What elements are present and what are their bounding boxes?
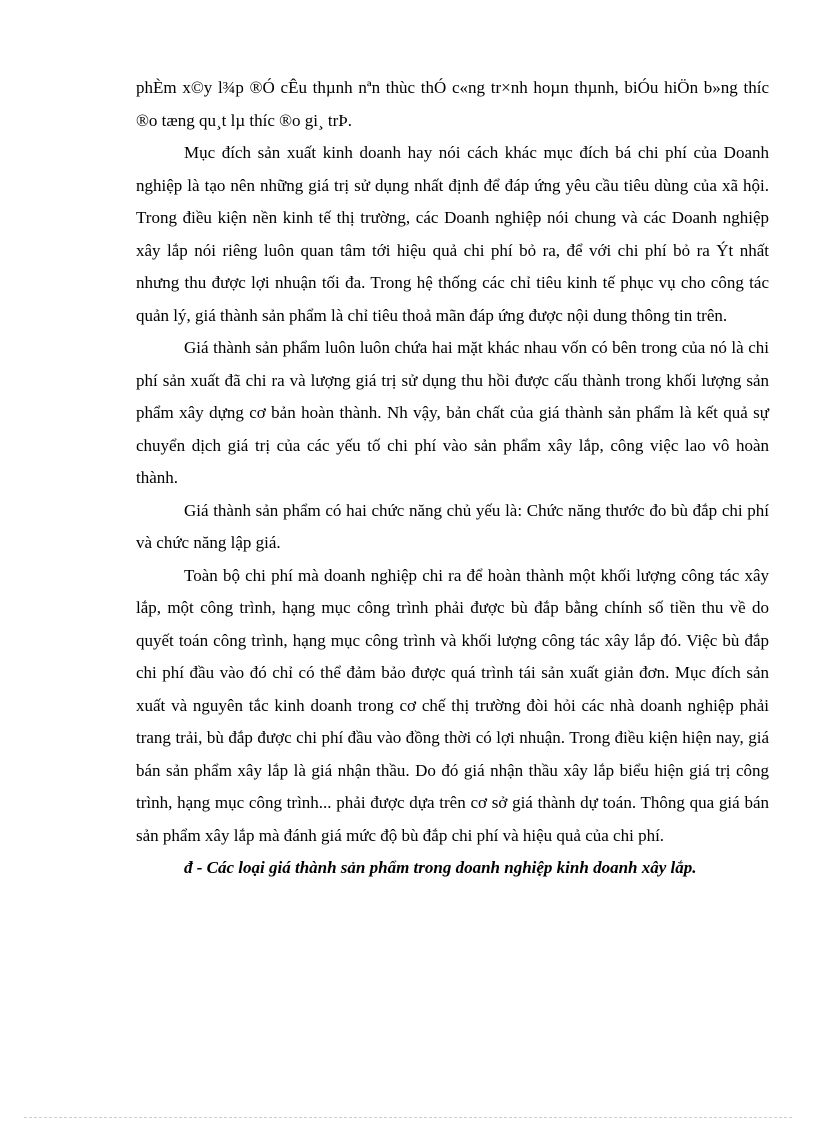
section-heading: đ - Các loại giá thành sản phẩm trong doanh nghiệp kinh doanh xây lắp. — [184, 858, 697, 877]
paragraph-continuation: phÈm x©y l¾p ®Ó cÊu thµnh nªn thùc thÓ c«ng tr×nh hoµn thµnh, biÓu hiÖn b»ng thíc ®o tæng qu¸t lµ thíc ®o gi¸ trÞ. — [136, 78, 769, 130]
page-bottom-divider — [24, 1117, 792, 1118]
paragraph-cost-recovery: Toàn bộ chi phí mà doanh nghiệp chi ra để hoàn thành một khối lượng công tác xây lắp, một công trình, hạng mục công trình phải được bù đắp bằng chính số tiền thu về do quyết toán công trình, hạng mục công trình và khối lượng công tác xây lắp đó. Việc bù đắp chi phí đầu vào đó chỉ có thể đảm bảo được quá trình tái sản xuất giản đơn. Mục đích sản xuất và nguyên tắc kinh doanh trong cơ chế thị trường đòi hỏi các nhà doanh nghiệp phải trang trải, bù đắp được chi phí đầu vào đồng thời có lợi nhuận. Trong điều kiện hiện nay, giá bán sản phẩm xây lắp là giá nhận thầu. Do đó giá nhận thầu xây lắp biểu hiện giá trị công trình, hạng mục công trình... phải được dựa trên cơ sở giá thành dự toán. Thông qua giá bán sản phẩm xây lắp mà đánh giá mức độ bù đắp chi phí và hiệu quả của chi phí. — [136, 565, 769, 845]
paragraph-two-aspects: Giá thành sản phẩm luôn luôn chứa hai mặt khác nhau vốn có bên trong của nó là chi phí sản xuất đã chi ra và lượng giá trị sử dụng thu hồi được cấu thành trong khối lượng sản phẩm xây dựng cơ bản hoàn thành. Nh vậy, bản chất của giá thành sản phẩm là kết quả sự chuyển dịch giá trị của các yếu tố chi phí vào sản phẩm xây lắp, công việc lao vô hoàn thành. — [136, 338, 769, 487]
paragraph-functions: Giá thành sản phẩm có hai chức năng chủ yếu là: Chức năng thước đo bù đắp chi phí và chức năng lập giá. — [136, 500, 769, 552]
paragraph-purpose: Mục đích sản xuất kinh doanh hay nói cách khác mục đích bá chi phí của Doanh nghiệp là tạo nên những giá trị sử dụng nhất định để đáp ứng yêu cầu tiêu dùng của xã hội. Trong điều kiện nền kinh tế thị trường, các Doanh nghiệp nói chung và các Doanh nghiệp xây lắp nói riêng luôn quan tâm tới hiệu quả chi phí bỏ ra, để với chi phí bỏ ra Ýt nhất nhưng thu được lợi nhuận tối đa. Trong hệ thống các chỉ tiêu kinh tế phục vụ cho công tác quản lý, giá thành sản phẩm là chỉ tiêu thoả mãn đáp ứng được nội dung thông tin trên. — [136, 143, 769, 325]
document-page — [136, 72, 769, 885]
